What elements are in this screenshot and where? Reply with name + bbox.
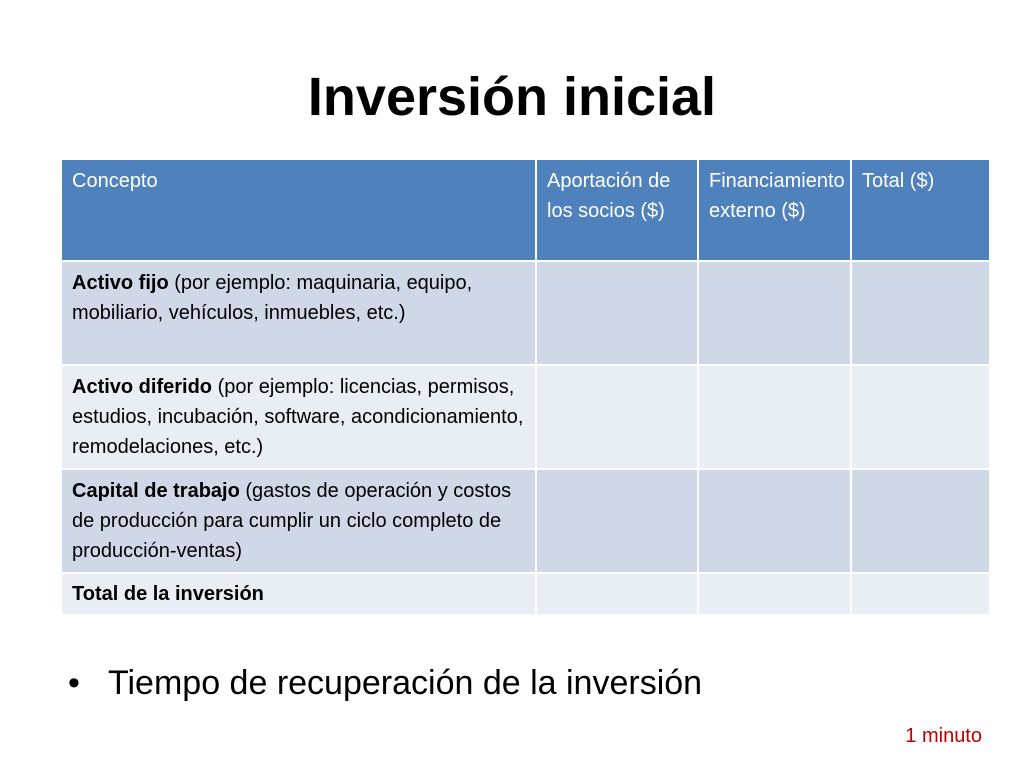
- concept-detail: (gastos de operación y costos de producción para cumplir un ciclo completo de producción-ventas): [72, 480, 512, 562]
- concept-name: Capital de trabajo: [72, 480, 240, 502]
- concept-cell: [61, 469, 536, 573]
- concept-detail: (por ejemplo: maquinaria, equipo, mobiliario, vehículos, inmuebles, etc.): [72, 272, 473, 324]
- concept-name: Activo fijo: [72, 272, 169, 294]
- header-concepto: Concepto: [61, 159, 536, 261]
- table-row-activo-diferido: [61, 365, 990, 469]
- concept-name: Total de la inversión: [72, 583, 264, 605]
- bullet-text: Tiempo de recuperación de la inversión: [108, 664, 703, 702]
- header-aportacion: Aportación de los socios ($): [536, 159, 698, 261]
- aportacion-cell: [536, 261, 698, 365]
- table-header-row: [61, 159, 990, 261]
- financiamiento-cell: [698, 261, 851, 365]
- concept-cell: [61, 573, 536, 615]
- financiamiento-cell: [698, 365, 851, 469]
- concept-cell: [61, 261, 536, 365]
- table-row-total-inversion: [61, 573, 990, 615]
- table-row-capital-trabajo: [61, 469, 990, 573]
- concept-name: Activo diferido: [72, 376, 213, 398]
- concept-detail: (por ejemplo: licencias, permisos, estudios, incubación, software, acondicionamiento, remodelaciones, etc.): [72, 376, 524, 458]
- financiamiento-cell: [698, 573, 851, 615]
- concept-cell: [61, 365, 536, 469]
- financiamiento-cell: [698, 469, 851, 573]
- total-cell: [851, 573, 990, 615]
- aportacion-cell: [536, 365, 698, 469]
- investment-table: [60, 158, 991, 616]
- bullet-item: [68, 660, 702, 706]
- header-total: Total ($): [851, 159, 990, 261]
- time-note: 1 minuto: [905, 725, 982, 747]
- header-financiamiento: Financiamiento externo ($): [698, 159, 851, 261]
- aportacion-cell: [536, 469, 698, 573]
- bullet-icon: •: [68, 664, 80, 702]
- table-row-activo-fijo: [61, 261, 990, 365]
- total-cell: [851, 365, 990, 469]
- slide-title: Inversión inicial: [307, 67, 717, 127]
- aportacion-cell: [536, 573, 698, 615]
- total-cell: [851, 469, 990, 573]
- total-cell: [851, 261, 990, 365]
